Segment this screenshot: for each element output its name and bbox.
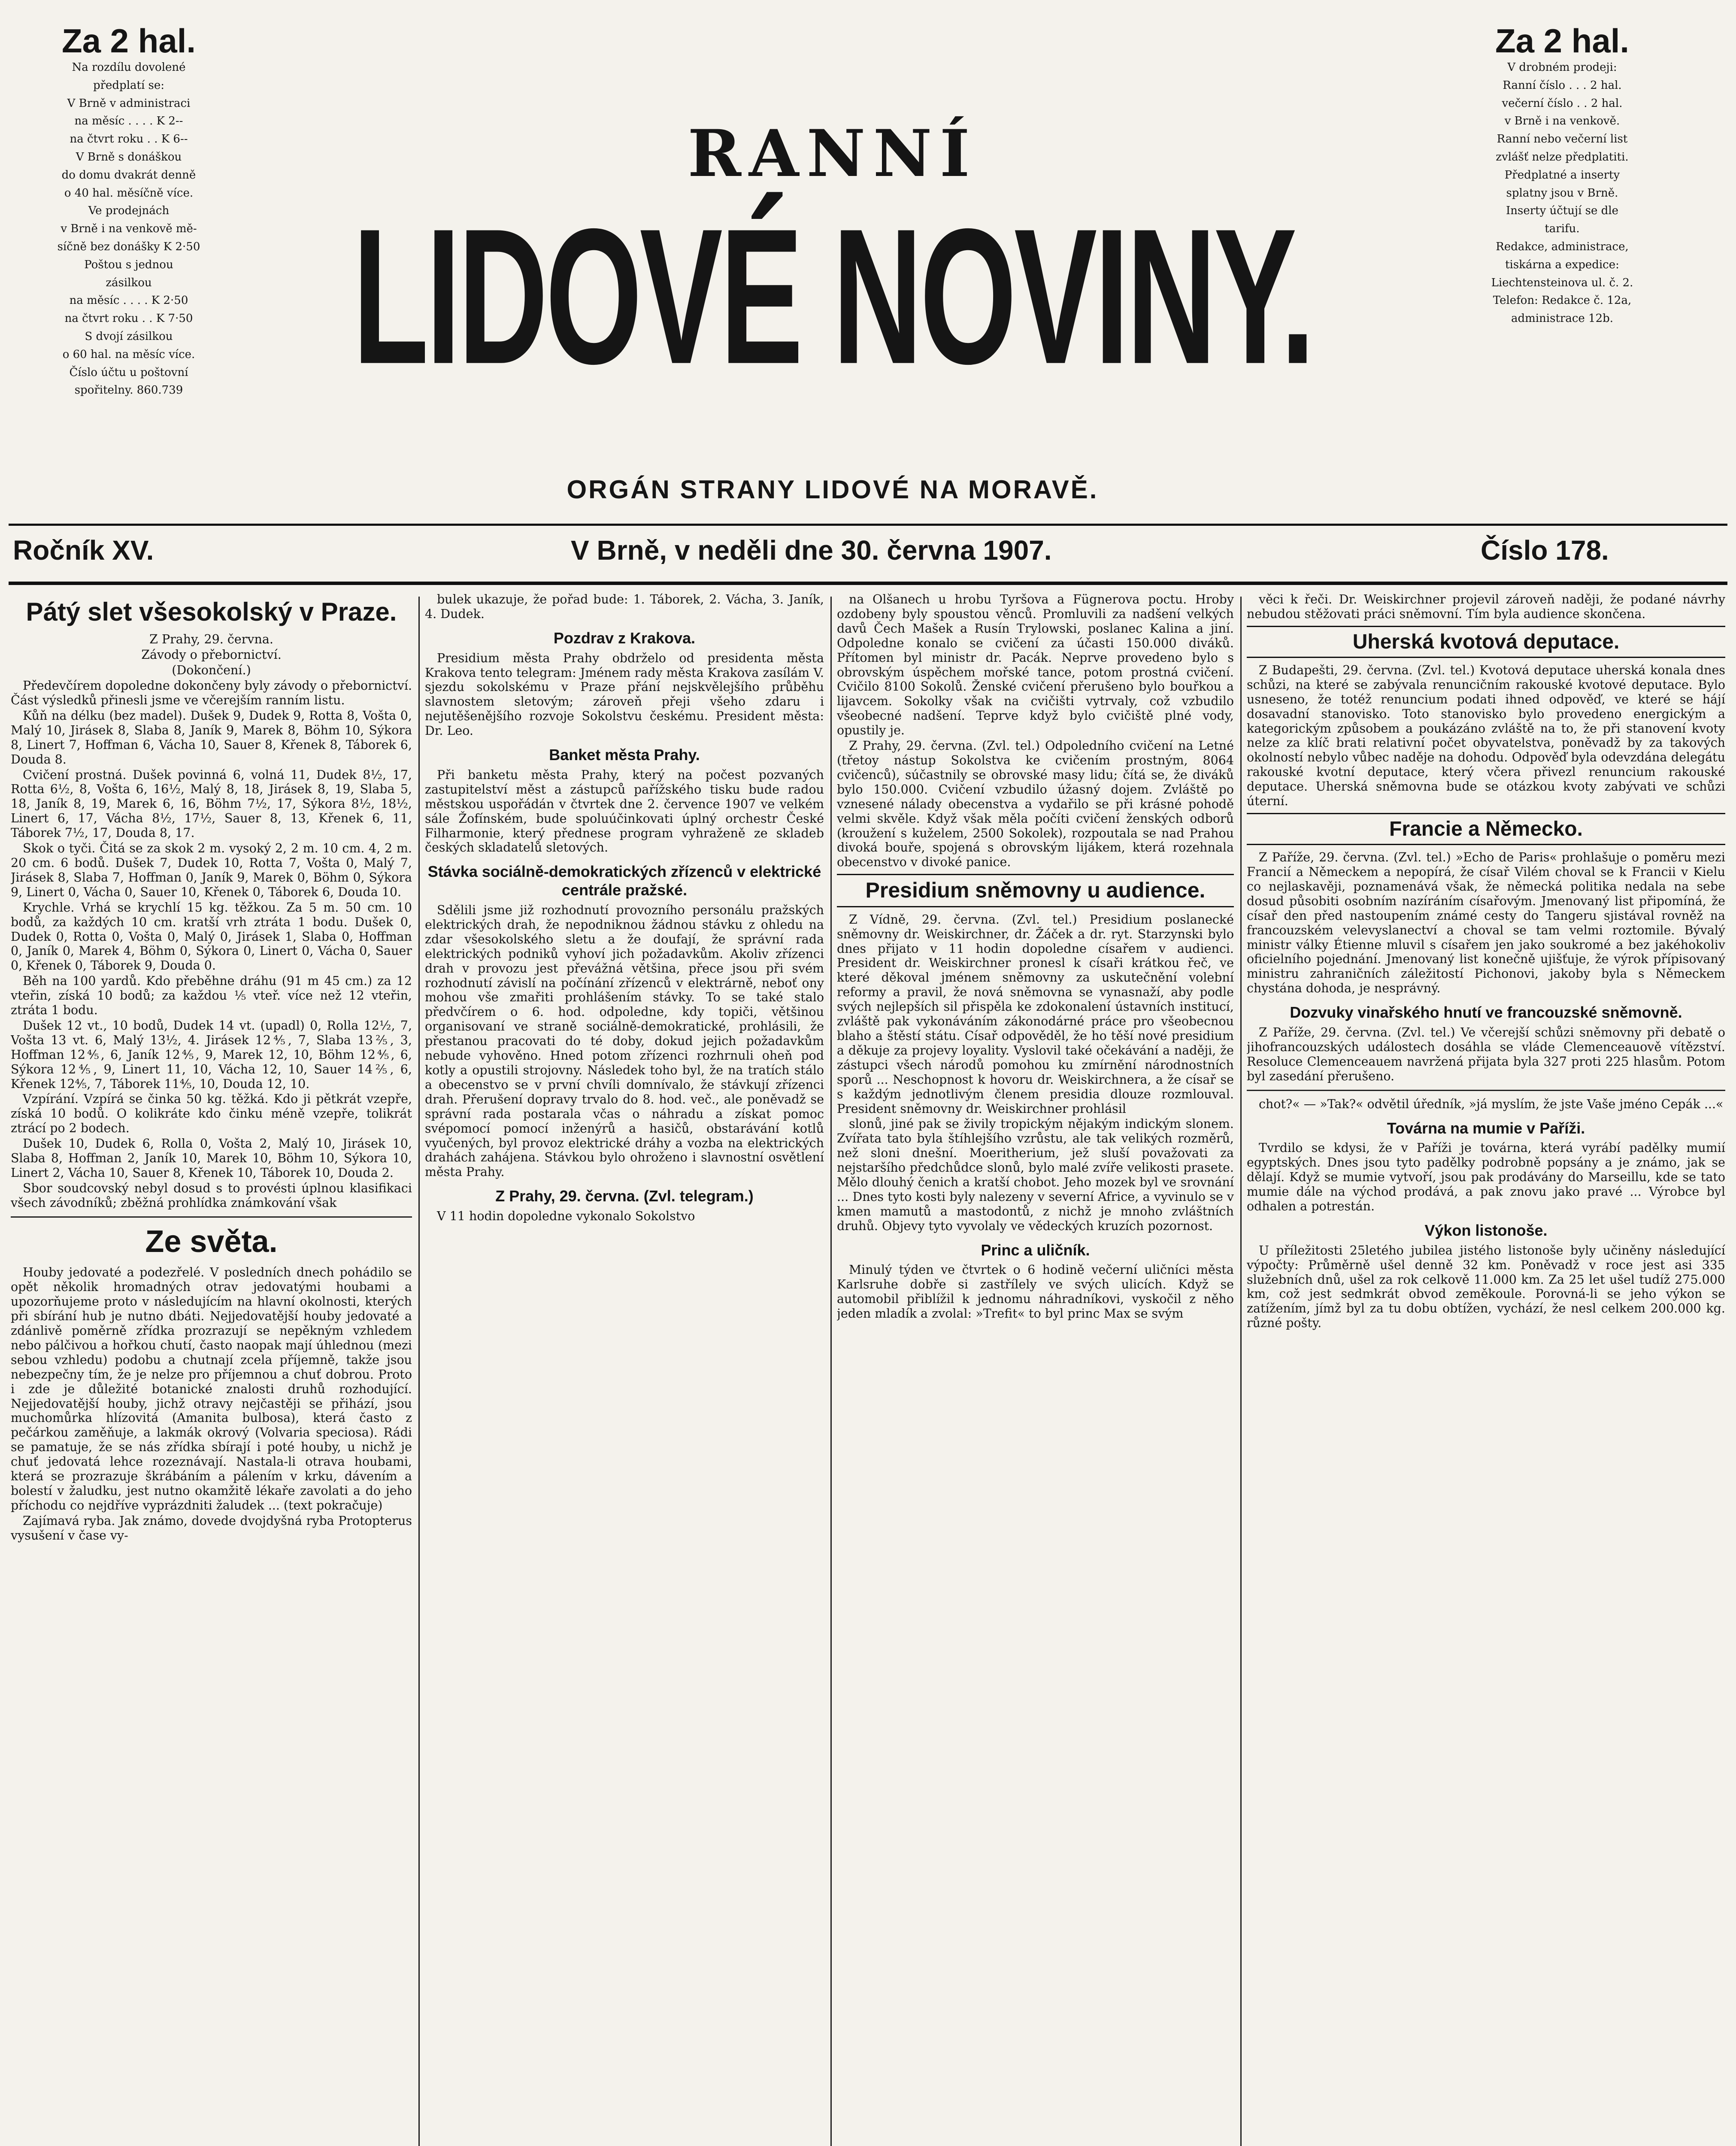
masthead-subtitle: ORGÁN STRANY LIDOVÉ NA MORAVĚ. [567, 475, 1099, 504]
heading-telegram: Z Prahy, 29. června. (Zvl. telegram.) [495, 1187, 754, 1205]
info-line: na měsíc . . . . K 2-- [74, 115, 183, 128]
info-line: Předplatné a inserty [1504, 168, 1620, 182]
article-paragraph: Houby jedovaté a podezřelé. V posledních dnech pohádilo se opět několik hromadných otrav jedovatými houbami a upozorňujeme proto v následujícím na hlavní okolnosti, kterých při sbírání hub je nutno dbáti. Nejjedovatější houby jedovaté a zdánlivě poměrně zřídka prozrazují se nepěkným vzhledem nebo pálčivou a hořkou chutí, často naopak mají úhlednou (mezi sebou vzhledu) podobu a chutnají zcela příjemně, takže jsou nebezpečny tím, že je nelze pro příjemnou a chuť dobrou. Proto i zde je důležité botanické znalosti druhů rozhodující. Nejjedovatější houby, jichž otravy nejčastěji se přihází, jsou muchomůrka hlízovitá (Amanita bulbosa), která často z pečárkou zaměňuje, a lakmák okrový (Volvaria speciosa). Rádi se pamatuje, že se nás zřídka sbírají i poté houby, u nichž je chuť jedovatá lehce rozeznávají. Nastala-li otrava houbami, která se prozrazuje škrábáním a pálením v krku, dávením a bolestí v žaludku, jest nutno okamžitě lékaře zavolati a do jeho příchodu co nejdříve vyprázdniti žaludek ... (text pokračuje) [11, 1265, 412, 1513]
masthead [270, 116, 1395, 504]
headline-slet: Pátý slet všesokolský v Praze. [26, 597, 397, 626]
heading-krakov: Pozdrav z Krakova. [553, 629, 696, 647]
info-line: Redakce, administrace, [1496, 240, 1629, 253]
article-paragraph: Dušek 10, Dudek 6, Rolla 0, Vošta 2, Malý 10, Jirásek 10, Slaba 8, Hoffman 2, Janík 10, Marek 10, Böhm 10, Sýkora 10, Linert 2, Vácha 10, Sauer 8, Křenek 10, Táborek 10, Douda 2. [11, 1137, 412, 1180]
heading-kvota: Uherská kvotová deputace. [1247, 626, 1725, 658]
column-1 [11, 592, 412, 2146]
column-4 [1247, 592, 1725, 2146]
info-line: večerní číslo . . 2 hal. [1502, 97, 1623, 110]
article-paragraph: Sbor soudcovský nebyl dosud s to provésti úplnou klasifikaci všech závodníků; zběžná prohlídka známkování však [11, 1181, 412, 1210]
info-line: o 60 hal. na měsíc více. [62, 348, 195, 361]
continuation-note: (Dokončení.) [172, 663, 251, 678]
article-text: Z Paříže, 29. června. (Zvl. tel.) Ve včerejší schůzi sněmovny při debatě o jihofrancouzských událostech dosáhla se vláde Clemenceauově vítězství. Resoluce Clemenceauem navržená přijata byla 327 proti 225 hlasům. Potom byl zasedání přerušeno. [1247, 1025, 1725, 1083]
article-text: Z Paříže, 29. června. (Zvl. tel.) »Echo de Paris« prohlašuje o poměru mezi Francií a Německem a nepopírá, že císař Vilém choval se k Francii v Kielu co nejlaskavěji, poznamenává však, že německá politika nedala na sebe dosud působiti osobním nazíráním císařovým. Jmenovaný list připomíná, že císař den před nastoupením známé cesty do Tangeru sjistával rovněž na francouzském velevyslanectví a choval se tam velmi roztomile. Bývalý ministr války Étienne mluvil s císařem jen jako soukromé a bez jakéhokoliv oficielního pojednání. Jmenovaný list konečně ujišťuje, že výrok přípisovaný ministru zahraničních záležitostí Pichonovi, jakoby byla s Německem chystána dohoda, je nesprávný. [1247, 850, 1725, 996]
article-text: Z Prahy, 29. června. (Zvl. tel.) Odpoledního cvičení na Letné (třetoy nástup Sokolstva ke cvičením prostným, 8064 cvičenců), súčastnily se obrovské masy lidu; čítá se, že diváků bylo 150.000. Cvičení vzbudilo úžasný dojem. Zvláště po vznesené nálady obecenstva a vydařilo se při krásné pohodě velmi skvěle. Když však měla počíti cvičení ženských odborů (kroužení s kuželem, 2500 Sokolek), rozpoutala se nad Prahou divoká bouře, spojená s obrovským lijákem, která rozehnala obecenstvo v divoké panice. [837, 739, 1234, 870]
info-line: na čtvrt roku . . K 7·50 [64, 312, 193, 325]
column-divider [1240, 597, 1242, 2146]
info-line: zásilkou [106, 276, 152, 289]
price-right: Za 2 hal. [1495, 22, 1630, 60]
article-text: U příležitosti 25letého jubilea jistého listonoše byly učiněny následující výpočty: Průměrně ušel denně 32 km. Poněvadž v roce jest asi 335 služebních dnů, ušel za rok celkově 11.000 km. Za 25 let ušel tudíž 275.000 km, což jest sedmkrát obvod zeměkoule. Porovná-li se jeho výkon se zatížením, jímž byl za tu dobu obtížen, vychází, že nesl celkem 200.000 kg. různé pošty. [1247, 1243, 1725, 1331]
info-line: Číslo účtu u poštovní [69, 366, 188, 379]
subscription-box [9, 21, 249, 401]
info-line: Na rozdílu dovolené [72, 61, 186, 74]
info-line: zvlášť nelze předplatiti. [1496, 150, 1629, 164]
info-line: V Brně s donáškou [76, 150, 182, 164]
info-line: S dvojí zásilkou [85, 330, 173, 343]
heading-vinari: Dozvuky vinařského hnutí ve francouzské sněmovně. [1290, 1003, 1682, 1021]
info-line: Liechtensteinova ul. č. 2. [1491, 276, 1633, 289]
info-line: V Brně v administraci [67, 97, 191, 110]
article-text: slonů, jiné pak se živily tropickým nějakým indickým slonem. Zvířata tato byla štíhlejšího vzrůstu, ale tak velikých rozměrů, než sloni dnešní. Moeritherium, jež sluší považovati za nejstaršího předchůdce slonů, bylo malé zvíře velikosti prasete. Mělo dlouhý čenich a kratší chobot. Jeho mozek byl ve srovnání ... Dnes tyto kosti byly nalezeny v severní Africe, a vyvinulo se v kmen mamutů a mastodontů, z nichž je mnoho zvláštních druhů. Objevy tyto vyvolaly ve vědeckých kruzích pozornost. [837, 1117, 1234, 1233]
article-text: Z Vídně, 29. června. (Zvl. tel.) Presidium poslanecké sněmovny dr. Weiskirchner, dr. Žáček a dr. ryt. Starzynski bylo dnes přijato v 11 hodin dopoledne císařem v audienci. President dr. Weiskirchner pronesl k císaři krátkou řeč, ve které děkoval jménem sněmovny za uskutečnění volební reformy a pravil, že nová sněmovna se vynasnaží, aby podle svých nejlepších sil přispěla ke zdokonalení ústavních institucí, zvláště pak vykonáváním zákonodárné práce pro všeobecnou blaho a štěstí státu. Císař odpověděl, že ho těší nové presidium a děkuje za projevy loyality. Vyslovil také očekávání a naději, že zástupci všech národů pomohou ku zmírnění národnostních sporů ... Neschopnost k hovoru dr. Weiskirchnera, a že císař se s každým jednotlivým členem presidia dlouze rozmlouval. President sněmovny dr. Weiskirchner prohlásil [837, 912, 1234, 1116]
dateline-place: Z Prahy, 29. června. [149, 632, 273, 647]
article-paragraph: Běh na 100 yardů. Kdo přeběhne dráhu (91 m 45 cm.) za 12 vteřin, získá 10 bodů; za každou ⅕ vteř. více než 12 vteřin, ztráta 1 bodu. [11, 974, 412, 1018]
info-line: síčně bez donášky K 2·50 [57, 240, 200, 253]
info-line: splatny jsou v Brně. [1506, 186, 1618, 200]
headline-ze-sveta: Ze světa. [145, 1224, 278, 1259]
price-left: Za 2 hal. [61, 22, 196, 60]
dateline-rule [9, 582, 1727, 585]
article-paragraph: Vzpírání. Vzpírá se činka 50 kg. těžká. Kdo ji pětkrát vzepře, získá 10 bodů. O kolikráte kdo činku méně vzepře, tolikrát ztrácí po 2 bodech. [11, 1092, 412, 1136]
article-text: Presidium města Prahy obdrželo od presidenta města Krakova tento telegram: Jménem rady města Krakova zasílám V. sjezdu sokolskému v Praze přání nejskvělejšího průběhu slavnostem sletovým; zároveň přeji všeho zdaru i nejutěšenějšího rozvoje Sokolstvu českému. President města: Dr. Leo. [425, 651, 824, 738]
info-line: na čtvrt roku . . K 6-- [70, 133, 188, 146]
issue-number: Číslo 178. [1481, 535, 1609, 566]
article-paragraph: Kůň na délku (bez madel). Dušek 9, Dudek 9, Rotta 8, Vošta 0, Malý 10, Jirásek 8, Slaba 8, Janík 9, Marek 8, Böhm 10, Sýkora 8, Linert 7, Hoffman 6, Vácha 10, Sauer 8, Křenek 8, Táborek 6, Douda 8. [11, 708, 412, 767]
heading-listonos: Výkon listonoše. [1424, 1221, 1548, 1239]
info-line: Ve prodejnách [88, 204, 170, 218]
price-box-right [1403, 21, 1721, 330]
column-2 [425, 592, 824, 2146]
masthead-ranni: RANNÍ [688, 116, 978, 191]
heading-princ: Princ a uličník. [981, 1241, 1090, 1259]
article-text: Sdělili jsme již rozhodnutí provozního personálu pražských elektrických drah, že nepodniknou žádnou stávku z ohledu na zdar všesokolského sletu a že doufají, že správní rada elektrických podniků vyhoví jich požadavkům. Akoliv zřízenci drah v provozu jest převážná většina, přece jsou při svém rozhodnutí závislí na počínání zřízenců v elektrárně, neboť ony mohou vše zmařiti prohlášením stávky. To se také stalo předvčírem o 6. hod. odpoledne, kdy topiči, většinou organisovaní ve straně sociálně-demokratické, prohlásili, že přestanou pracovati do té doby, dokud jejich požadavkům nebude vyhověno. Hned potom zřízenci rozhrnuli oheň pod kotly a opustili strojovny. Následek toho byl, že na tratích stálo a obecenstvo se v první chvíli domnívalo, že stávkují zřízenci drah. Přerušení dopravy trvalo do 8. hod. več., ale poněvadž se správní rada postarala včas o náhradu a získat pomoc svépomocí pomocí inženýrů a hasičů, obstarávání kotlů vyučených, byl provoz elektrické dráhy a vozba na elektrických drahách zahájena. Stávkou bylo ohroženo i slavnostní osvětlení města Prahy. [425, 903, 824, 1179]
sales-info [1403, 61, 1721, 326]
heading-presidium: Presidium sněmovny u audience. [837, 874, 1234, 907]
info-line: Ranní číslo . . . 2 hal. [1503, 79, 1622, 92]
article-paragraph: Předevčírem dopoledne dokončeny byly závody o přebornictví. Část výsledků přinesli jsme ve včerejším ranním listu. [11, 679, 412, 708]
article-text: Při banketu města Prahy, který na počest pozvaných zastupitelství měst a zástupců pařížského tisku bude radou městskou uspořádán v čtvrtek dne 2. července 1907 ve velkém sále Žofínském, bude spoluúčinkovati úplný orchestr České Filharmonie, který přednese program vyhraženě ze skladeb českých skladatelů sletových. [425, 767, 824, 855]
section-rule [11, 1216, 412, 1218]
info-line: v Brně i na venkově. [1504, 115, 1620, 128]
heading-stavka: Stávka sociálně-demokratických zřízenců v elektrické centrále pražské. [427, 863, 821, 899]
article-body [11, 679, 412, 1210]
subscription-info [9, 61, 249, 398]
top-rule [9, 524, 1727, 526]
masthead-title: LIDOVÉ NOVINY. [352, 188, 1313, 404]
article-paragraph: Zajímavá ryba. Jak známo, dovede dvojdyšná ryba Protopterus vysušení v čase vy- [11, 1513, 412, 1543]
info-line: na měsíc . . . . K 2·50 [69, 294, 188, 307]
info-line: spořitelny. 860.739 [74, 384, 183, 397]
column-divider [830, 597, 832, 2146]
article-text: chot?« — »Tak?« odvětil úředník, »já myslím, že jste Vaše jméno Cepák ...« [1259, 1097, 1724, 1111]
info-line: Ranní nebo večerní list [1497, 133, 1628, 146]
article-text: Z Budapešti, 29. června. (Zvl. tel.) Kvotová deputace uherská konala dnes schůzi, na které se zabývala renuncičním rakouské kvotové deputace. Bylo usneseno, že totéž renuncium podati ihned odpověď, ve které se hájí dosavadní stanovisko. Toto stanovisko bylo provedeno energickým a kategorickým způsobem a poukázáno zvláště na to, že při stanovení kvoty nelze za klíč brati relativní počet obyvatelstva, poněvadž by za takových okolností nebylo vůbec naděje na dohodu. Odpověď byla odevzdána delegátu rakouské kvotní deputace, který včera přivezl renuncium rakouské deputace. Uherská sněmovna bude se otázkou kvoty zabývati ve schůzi úterní. [1247, 663, 1725, 809]
column-3 [837, 592, 1234, 2146]
article-paragraph: Cvičení prostná. Dušek povinná 6, volná 11, Dudek 8½, 17, Rotta 6½, 8, Vošta 6, 16½, Malý 8, 18, Jirásek 8, 19, Slaba 5, 18, Janík 8, 19, Marek 6, 16, Böhm 7½, 17, Sýkora 8½, 18½, Linert 6, 17, Vácha 8½, 17½, Sauer 8, 13, Křenek 6, 11, Táborek 7½, 17, Douda 8, 17. [11, 767, 412, 840]
article-text: na Olšanech u hrobu Tyršova a Fügnerova poctu. Hroby ozdobeny byly spoustou věnců. Promluvili za nadšení velkých davů Čech Mašek a Rusín Trylowski, poslanec Kalina a jiní. Odpoledne konalo se cvičení za účasti 150.000 diváků. Přítomen byl ministr dr. Pacák. Neprve provedeno bylo s obrovským úspěchem mořské tance, potom prostná cvičení. Cvičilo 8100 Sokolů. Ženské cvičení přerušeno bylo bouřkou a lijavcem. Sokolky však na cvičišti vytrvaly, což vzbudilo všeobecné nadšení. Teprve když bylo cvičiště plné vody, opustily je. [837, 592, 1234, 738]
info-line: Telefon: Redakce č. 12a, [1493, 294, 1632, 307]
info-line: V drobném prodeji: [1507, 61, 1617, 74]
section-rule [1247, 1090, 1725, 1091]
info-line: do domu dvakrát denně [61, 168, 196, 182]
article-text: V 11 hodin dopoledne vykonalo Sokolstvo [437, 1209, 695, 1224]
volume: Ročník XV. [13, 535, 154, 566]
info-line: v Brně i na venkově mě- [61, 222, 197, 236]
article-text: Tvrdilo se kdysi, že v Paříži je továrna, která vyrábí padělky mumií egyptských. Dnes jsou tyto padělky podrobně popsány a je známo, jak se dělají. Když se mumie vytvoří, jsou pak prodávány do Marseillu, kde se tato mumie dále na východ prodává, a pak znovu jako pravé ... Výrobce byl odhalen a potrestán. [1247, 1141, 1725, 1213]
article-text: věci k řeči. Dr. Weiskirchner projevil zároveň naději, že podané návrhy nebudou stěžovati práci sněmovní. Tím byla audience skončena. [1247, 592, 1725, 621]
article-text: Minulý týden ve čtvrtek o 6 hodině večerní uličníci města Karlsruhe dobře si zastřílely ve svých ulicích. Když se automobil přiblížil k jednomu náhradníkovi, vyskočil z něho jeden mladík a zvolal: »Trefit« to byl princ Max se svým [837, 1263, 1234, 1321]
heading-banket: Banket města Prahy. [549, 746, 700, 764]
info-line: Inserty účtují se dle [1506, 204, 1619, 218]
info-line: administrace 12b. [1511, 312, 1614, 325]
info-line: tarifu. [1545, 222, 1580, 236]
article-body [11, 1265, 412, 1543]
column-divider [418, 597, 420, 2146]
issue-date: V Brně, v neděli dne 30. června 1907. [571, 535, 1052, 566]
info-line: tiskárna a expedice: [1505, 258, 1619, 271]
heading-mumie: Továrna na mumie v Paříži. [1387, 1119, 1585, 1137]
heading-francie: Francie a Německo. [1247, 813, 1725, 845]
subheading: Závody o přebornictví. [141, 648, 282, 662]
article-text: bulek ukazuje, že pořad bude: 1. Táborek, 2. Vácha, 3. Janík, 4. Dudek. [425, 592, 824, 621]
article-paragraph: Skok o tyči. Čitá se za skok 2 m. vysoký 2, 2 m. 10 cm. 4, 2 m. 20 cm. 6 bodů. Dušek 7, Dudek 10, Rotta 7, Vošta 0, Malý 7, Jirásek 8, Slaba 7, Hoffman 0, Janík 9, Marek 0, Böhm 0, Sýkora 9, Linert 0, Vácha 0, Sauer 10, Křenek 0, Táborek 6, Douda 10. [11, 841, 412, 899]
info-line: o 40 hal. měsíčně více. [64, 186, 194, 200]
info-line: předplatí se: [93, 79, 165, 92]
article-paragraph: Krychle. Vrhá se krychlí 15 kg. těžkou. Za 5 m. 50 cm. 10 bodů, za každých 10 cm. kratší vrh ztráta 1 bodu. Dušek 0, Dudek 0, Rotta 0, Vošta 0, Malý 0, Jirásek 1, Slaba 0, Hoffman 0, Janík 0, Marek 4, Böhm 0, Sýkora 0, Linert 0, Vácha 0, Sauer 0, Křenek 0, Táborek 9, Douda 0. [11, 900, 412, 973]
article-paragraph: Dušek 12 vt., 10 bodů, Dudek 14 vt. (upadl) 0, Rolla 12½, 7, Vošta 13 vt. 6, Malý 13½, 4. Jirásek 12⅘, 7, Slaba 13⅖, 3, Hoffman 12⅘, 6, Janík 12⅘, 9, Marek 12, 10, Böhm 12⅘, 6, Sýkora 12⅘, 9, Linert 11, 10, Vácha 12, 10, Sauer 14⅖, 6, Křenek 12⅘, 7, Táborek 11⅘, 10, Douda 12, 10. [11, 1018, 412, 1091]
info-line: Poštou s jednou [84, 258, 173, 271]
